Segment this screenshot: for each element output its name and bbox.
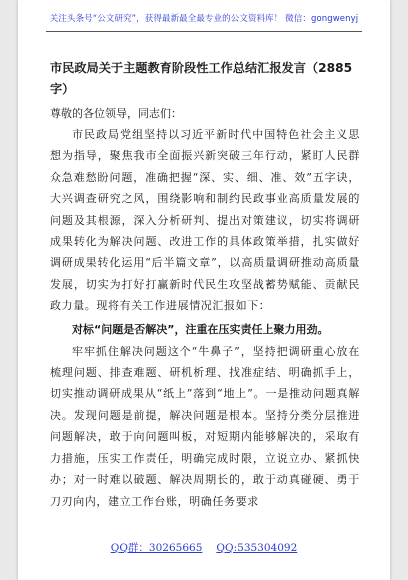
page-header: 关注头条号“公文研究”，获得最新最全最专业的公文资料库！ 微信：gongwenyj [49,14,359,24]
section-heading: 对标“问题是否解决”，注重在压实责任上聚力用劲。 [72,322,329,336]
section-paragraph: 牢牢抓住解决问题这个“牛鼻子”，坚持把调研重心放在梳理问题、排查难题、研机析理、找准症结、明确抓手上，切实推动调研成果从“纸上”落到“地上”。一是推动问题真解决。发现问题是前提，解决问题是根本。坚持分类分层推进问题解决，敢于向问题叫板，对短期内能够解决的，采取有力措施，压实工作责任，明确完成时限，立说立办、紧抓快办；对一时难以破题、解决周期长的，敢于动真碰硬、勇于刀刃向内，建立工作台账，明确任务要求 [50,344,360,508]
intro-paragraph: 市民政局党组坚持以习近平新时代中国特色社会主义思想为指导，聚焦我市全面振兴新突破三年行动，紧盯人民群众急难愁盼问题，准确把握“深、实、细、准、效”五字诀，大兴调查研究之风，围绕影响和制约民政事业高质量发展的问题及其根源，深入分析研判、提出对策建议，切实将调研成果转化为解决问题、改进工作的具体政策举措，扎实做好调研成果转化运用“后半篇文章”，以高质量调研推动高质量发展，切实为打好打赢新时代民生攻坚战蓄势赋能、贡献民政力量。现将有关工作进展情况汇报如下： [50,128,360,313]
footer-qq-group: QQ群：30265665 [110,542,203,554]
document-title: 市民政局关于主题教育阶段性工作总结汇报发言（2885字） [50,61,353,96]
document-page [18,0,390,580]
header-divider [46,31,362,32]
salutation: 尊敬的各位领导，同志们： [50,107,182,120]
document-body [50,58,360,512]
footer-qq: QQ:535304092 [216,542,298,554]
page-footer [18,540,390,555]
